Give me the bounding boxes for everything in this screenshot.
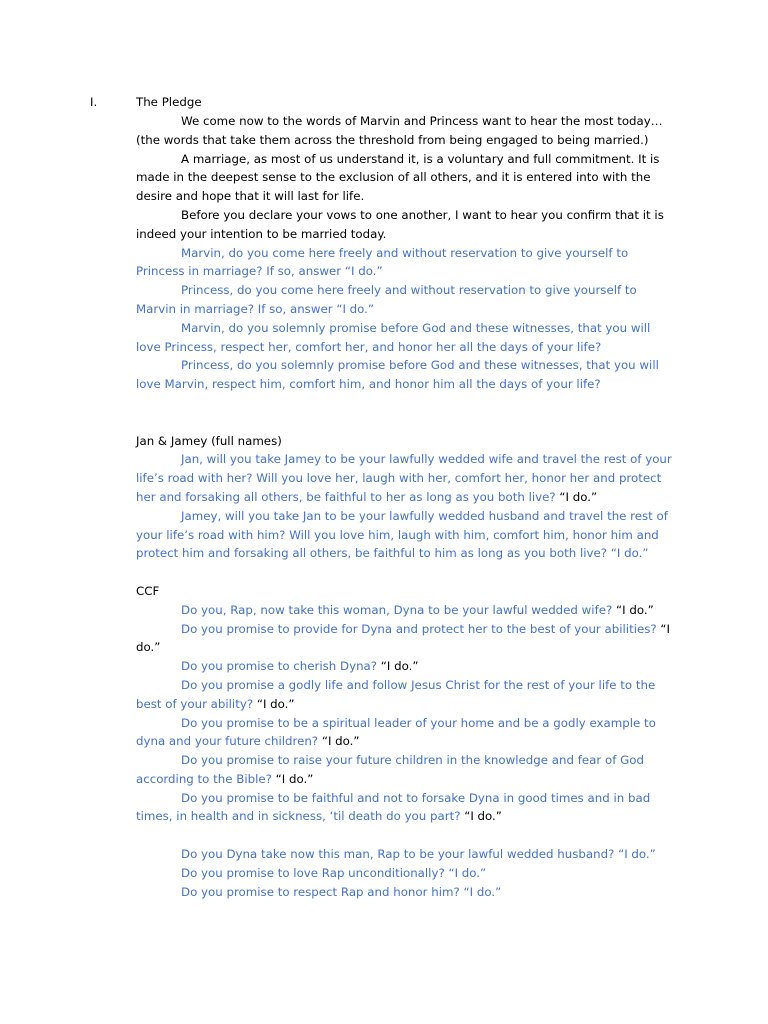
ccf-heading: CCF [136, 583, 160, 598]
ccf-groom-vow [136, 620, 678, 658]
ccf-question: Do you promise to be a spiritual leader of your home and be a godly example to dyna and your future children? [136, 715, 656, 749]
pledge-question: Marvin, do you solemnly promise before God and these witnesses, that you will love Princess, respect her, comfort her, and honor her all the days of your life? [136, 320, 651, 354]
ccf-groom-vow [136, 714, 678, 752]
jan-question: Jan, will you take Jamey to be your lawfully wedded wife and travel the rest of your life’s road with her? Will you love her, laugh with her, comfort her, honor her and protect her and forsaking all others, be faithful to her as long as you both live? [136, 452, 672, 504]
spacer [136, 394, 678, 432]
ccf-question: Do you promise to raise your future children in the knowledge and fear of God according to the Bible? [136, 753, 644, 786]
pledge-paragraph: Before you declare your vows to one another, I want to hear you confirm that it is indeed your intention to be married today. [136, 207, 664, 241]
section-number: I. [90, 95, 98, 109]
ccf-question: Do you promise to be faithful and not to forsake Dyna in good times and in bad times, in health and in sickness, ‘til death do you part? [136, 790, 651, 824]
ccf-answer: “I do.” [612, 602, 654, 617]
pledge-paragraph: We come now to the words of Marvin and Princess want to hear the most today… (the words that take them across the threshold from being engaged to being married.) [136, 114, 663, 147]
ccf-groom-vow [136, 789, 678, 827]
pledge-question: Princess, do you come here freely and without reservation to give yourself to Marvin in marriage? If so, answer “I do.” [136, 283, 637, 316]
jan-vow [136, 450, 678, 506]
spacer [136, 563, 678, 582]
ccf-answer: “I do.” [253, 696, 295, 711]
document-body [136, 112, 678, 901]
ccf-groom-vow [136, 676, 678, 714]
ccf-answer: “I do.” [318, 734, 360, 749]
jan-jamey-heading: Jan & Jamey (full names) [136, 433, 282, 448]
ccf-bride-vow: Do you promise to love Rap unconditionally? “I do.” [181, 865, 487, 880]
pledge-question: Marvin, do you come here freely and without reservation to give yourself to Princess in marriage? If so, answer “I do.” [136, 245, 629, 279]
ccf-question: Do you promise a godly life and follow Jesus Christ for the rest of your life to the best of your ability? [136, 677, 656, 711]
section-heading [90, 93, 690, 112]
jamey-vow: Jamey, will you take Jan to be your lawfully wedded husband and travel the rest of your life’s road with him? Will you love him, laugh with him, comfort him, honor him and protect him and forsaking all others, be faithful to him as long as you both live? “I do.” [136, 508, 668, 561]
ccf-question: Do you, Rap, now take this woman, Dyna to be your lawful wedded wife? [181, 602, 613, 617]
pledge-paragraph: A marriage, as most of us understand it, is a voluntary and full commitment. It is made in the deepest sense to the exclusion of all others, and it is entered into with the desire and hope that it will last for life. [136, 151, 660, 204]
ccf-groom-vow [136, 601, 678, 620]
ccf-question: Do you promise to provide for Dyna and protect her to the best of your abilities? [181, 621, 657, 636]
section-title: The Pledge [136, 95, 202, 109]
ccf-question: Do you promise to cherish Dyna? [181, 659, 378, 674]
ccf-groom-vow [136, 751, 678, 789]
ccf-bride-vow: Do you promise to respect Rap and honor him? “I do.” [181, 884, 502, 899]
ccf-groom-vow [136, 657, 678, 676]
ccf-answer: “I do.” [136, 621, 670, 655]
ccf-answer: “I do.” [377, 659, 419, 674]
ccf-answer: “I do.” [460, 809, 502, 824]
jan-answer: “I do.” [555, 489, 598, 504]
pledge-question: Princess, do you solemnly promise before God and these witnesses, that you will love Marvin, respect him, comfort him, and honor him all the days of your life? [136, 358, 659, 392]
ccf-answer: “I do.” [271, 771, 314, 786]
spacer [136, 826, 678, 845]
ccf-bride-vow: Do you Dyna take now this man, Rap to be your lawful wedded husband? “I do.” [181, 847, 656, 862]
